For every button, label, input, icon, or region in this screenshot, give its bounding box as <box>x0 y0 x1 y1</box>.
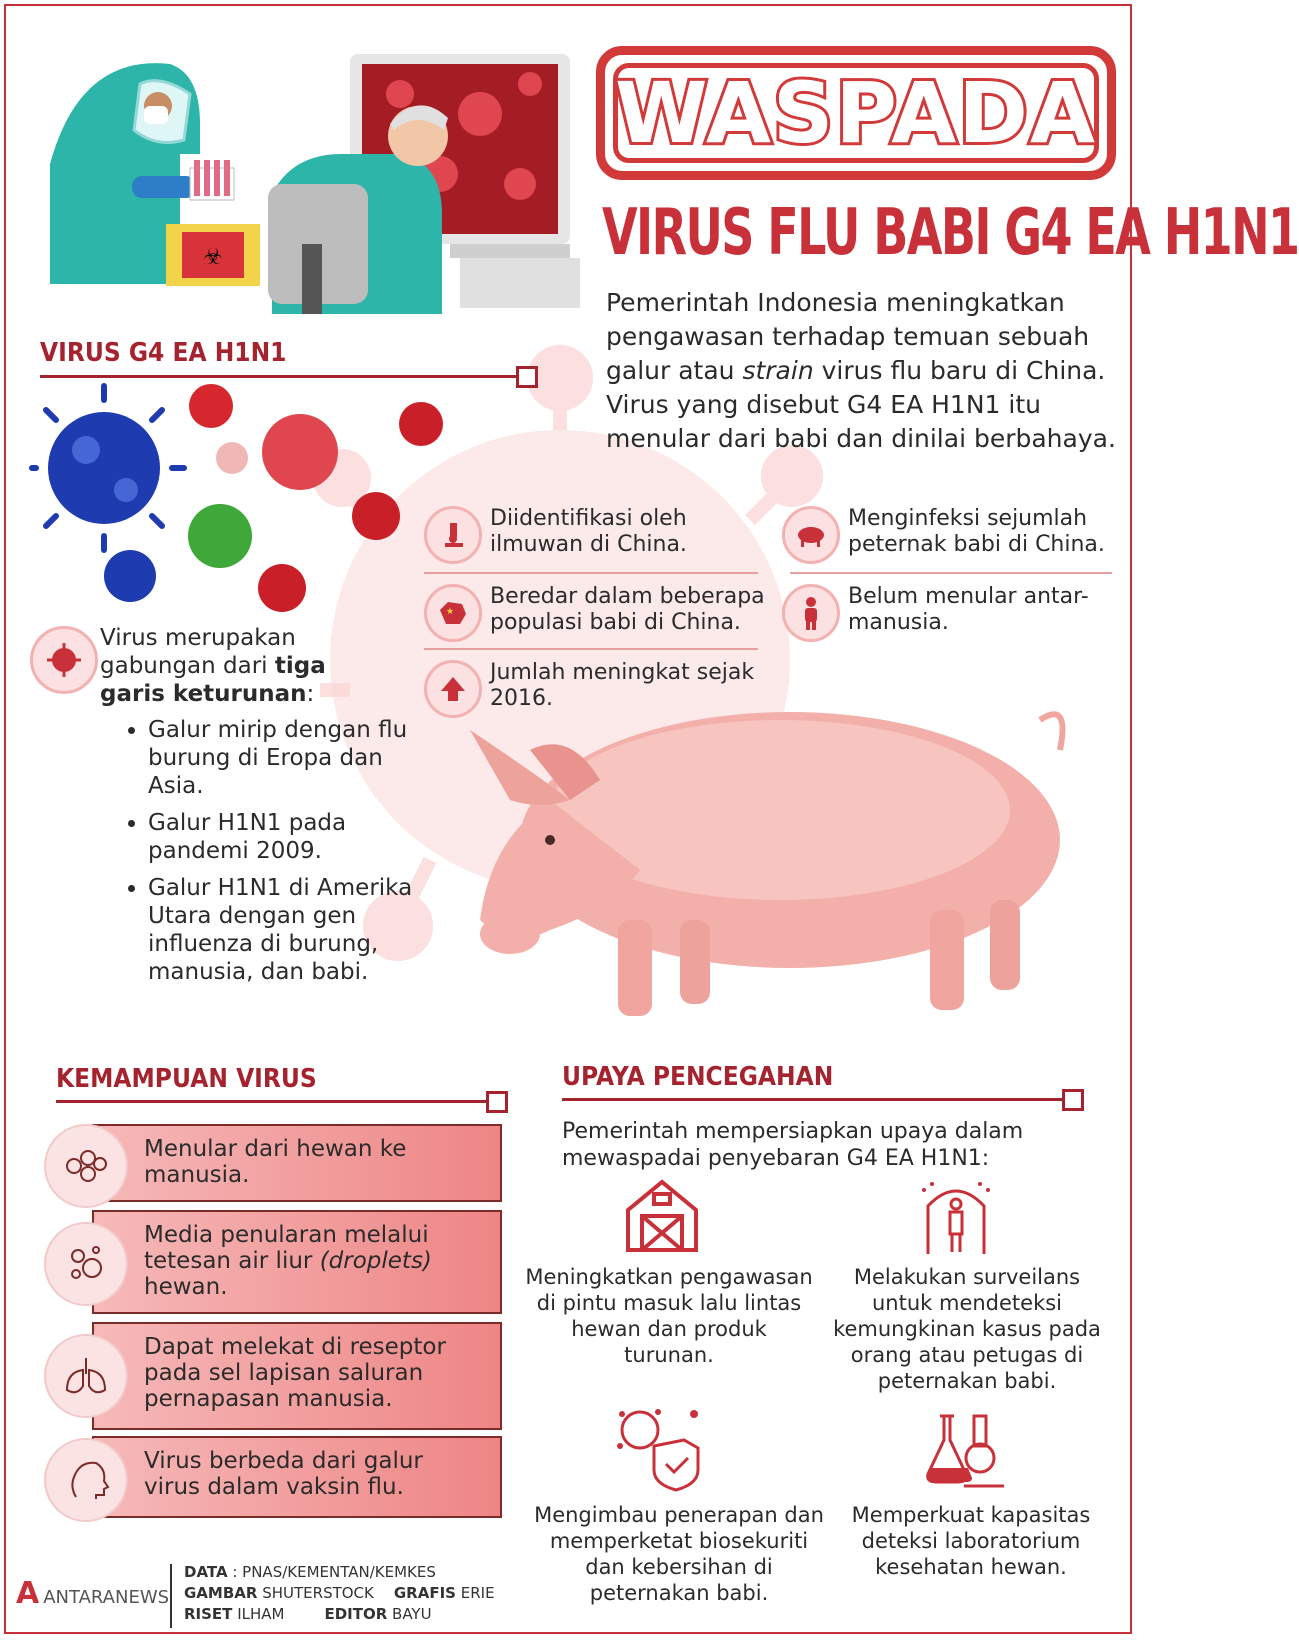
fact-divider <box>424 648 758 650</box>
microscope-icon <box>424 506 482 564</box>
lungs-icon <box>44 1334 128 1418</box>
capability-row: Dapat melekat di reseptor pada sel lapisan saluran pernapasan manusia. <box>92 1322 502 1430</box>
credits: DATA : PNAS/KEMENTAN/KEMKES GAMBAR SHUTERSTOCK GRAFIS ERIE RISET ILHAM EDITOR BAYU <box>184 1563 495 1623</box>
fact-item: Diidentifikasi oleh ilmuwan di China. <box>424 506 754 564</box>
fact-divider <box>790 572 1112 574</box>
barn-icon <box>624 1176 700 1254</box>
list-item: • Galur H1N1 di Amerika Utara dengan gen influenza di burung, manusia, dan babi. <box>148 874 418 986</box>
section-divider <box>56 1100 494 1103</box>
page-title: VIRUS FLU BABI G4 EA H1N1 <box>602 196 1299 270</box>
list-item: • Galur mirip dengan flu burung di Eropa dan Asia. <box>148 716 418 800</box>
fact-item: Jumlah meningkat sejak 2016. <box>424 660 764 718</box>
antaranews-logo: AANTARANEWS <box>16 1576 170 1611</box>
title-stamp-text: WASPADA <box>615 64 1097 162</box>
human-icon <box>782 584 840 642</box>
surveillance-icon <box>918 1180 994 1256</box>
svg-text:☣: ☣ <box>203 245 223 270</box>
svg-text:★: ★ <box>446 607 455 617</box>
fact-item: Belum menular antar-manusia. <box>782 584 1112 642</box>
section-title-prevention: UPAYA PENCEGAHAN <box>562 1062 834 1092</box>
cells-icon <box>44 1124 128 1208</box>
section-marker <box>486 1091 508 1113</box>
biosecurity-shield-icon <box>614 1400 704 1492</box>
pig-icon <box>782 506 840 564</box>
prevention-item: Memperkuat kapasitas deteksi laboratorium kesehatan hewan. <box>851 1503 1091 1579</box>
waspada-stamp <box>596 46 1116 180</box>
fact-divider <box>424 572 758 574</box>
prevention-item: Mengimbau penerapan dan memperketat biosekuriti dan kebersihan di peternakan babi. <box>534 1503 824 1605</box>
lineage-list <box>122 716 418 995</box>
droplets-icon <box>44 1222 128 1306</box>
list-item: • Galur H1N1 pada pandemi 2009. <box>148 809 418 865</box>
capability-row: Menular dari hewan ke manusia. <box>92 1124 502 1202</box>
section-divider <box>40 375 524 378</box>
section-marker <box>1062 1089 1084 1111</box>
scientists-illustration <box>40 44 580 324</box>
prevention-item: Melakukan surveilans untuk mendeteksi kemungkinan kasus pada orang atau petugas di peternakan babi. <box>833 1265 1101 1393</box>
section-marker <box>516 366 538 388</box>
section-divider <box>562 1098 1070 1101</box>
capability-row: Media penularan melalui tetesan air liur (droplets) hewan. <box>92 1210 502 1314</box>
fact-item: Menginfeksi sejumlah peternak babi di China. <box>782 506 1112 564</box>
china-map-icon <box>424 584 482 642</box>
section-title-capability: KEMAMPUAN VIRUS <box>56 1064 317 1094</box>
pig-illustration <box>450 690 1090 1050</box>
lineage-description: Virus merupakan gabungan dari tiga garis keturunan: <box>100 625 326 707</box>
fact-item: ★ Beredar dalam beberapa populasi babi di China. <box>424 584 774 642</box>
prevention-intro: Pemerintah mempersiapkan upaya dalam mewaspadai penyebaran G4 EA H1N1: <box>562 1119 1024 1171</box>
footer-divider <box>170 1564 172 1628</box>
laboratory-icon <box>920 1408 1006 1492</box>
virus-icon <box>30 626 98 694</box>
capability-row: Virus berbeda dari galur virus dalam vaksin flu. <box>92 1436 502 1518</box>
prevention-item: Meningkatkan pengawasan di pintu masuk lalu lintas hewan dan produk turunan. <box>525 1265 813 1367</box>
sick-head-icon <box>44 1438 128 1522</box>
section-title-virus: VIRUS G4 EA H1N1 <box>40 338 287 368</box>
virus-cluster-illustration <box>36 380 456 620</box>
intro-paragraph: Pemerintah Indonesia meningkatkan pengawasan terhadap temuan sebuah galur atau strain virus flu baru di China. Virus yang disebut G4 EA H1N1 itu menular dari babi dan dinilai berbahaya. <box>606 288 1116 453</box>
